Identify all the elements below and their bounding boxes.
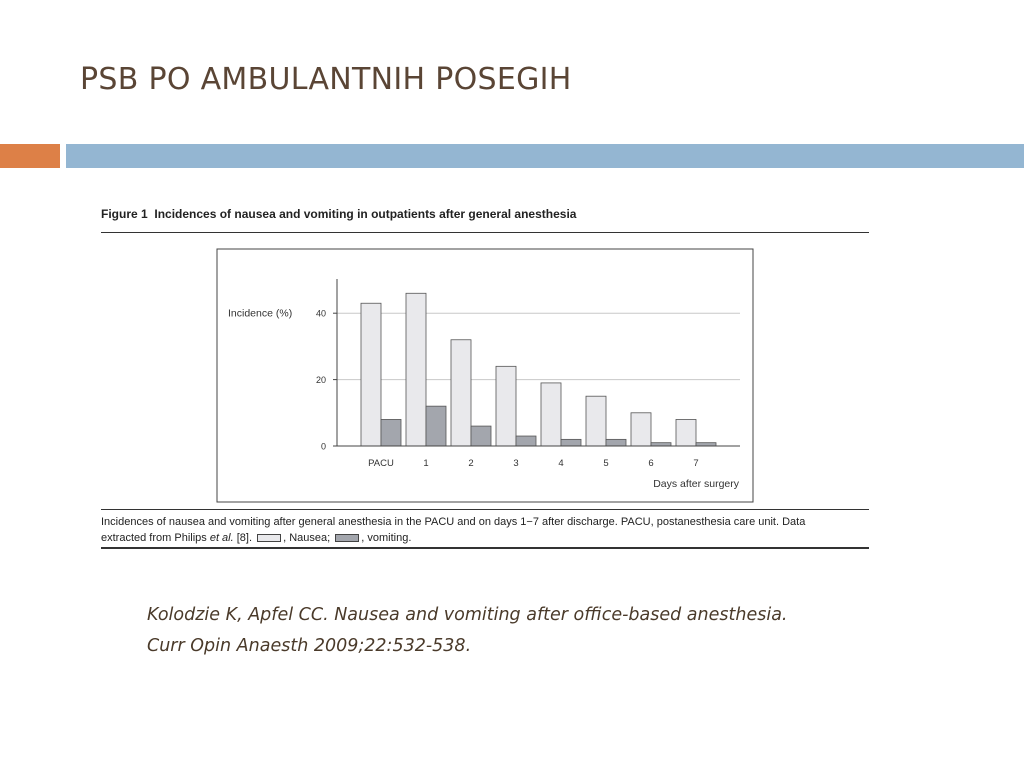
- bar-nausea-pacu: [361, 303, 381, 446]
- y-tick-label-20: 20: [315, 375, 326, 386]
- bar-vomiting-1: [426, 406, 446, 446]
- bar-nausea-1: [406, 293, 426, 446]
- bar-vomiting-5: [606, 439, 626, 446]
- bar-vomiting-2: [471, 426, 491, 446]
- caption-etal: et al.: [209, 532, 234, 544]
- x-tick-label-2: 2: [468, 458, 474, 469]
- bar-nausea-3: [496, 366, 516, 446]
- x-axis-label: Days after surgery: [653, 478, 739, 490]
- x-tick-label-pacu: PACU: [368, 458, 394, 469]
- figure-caption: [101, 514, 876, 546]
- bar-vomiting-3: [516, 436, 536, 446]
- caption-source: extracted from Philips: [101, 532, 210, 544]
- y-tick-label-40: 40: [315, 308, 326, 319]
- x-tick-label-5: 5: [603, 458, 609, 469]
- x-tick-label-6: 6: [648, 458, 654, 469]
- bar-nausea-7: [676, 419, 696, 446]
- citation-line-2: Curr Opin Anaesth 2009;22:532-538.: [147, 636, 472, 656]
- caption-line-1: Incidences of nausea and vomiting after general anesthesia in the PACU and on days 1−7 after discharge. PACU, postanesthesia care unit. Data: [101, 516, 806, 528]
- legend-label-vomiting: , vomiting.: [361, 532, 412, 544]
- legend-swatch-vomiting: [335, 534, 359, 542]
- caption-line-2: [101, 530, 876, 546]
- x-tick-label-3: 3: [513, 458, 519, 469]
- chart-frame: [217, 249, 753, 502]
- x-tick-label-4: 4: [558, 458, 564, 469]
- citation: [147, 600, 787, 662]
- legend-label-nausea: , Nausea;: [283, 532, 331, 544]
- figure-mid-rule: [101, 509, 869, 510]
- figure-bottom-rule: [101, 547, 869, 549]
- slide-title: PSB PO AMBULANTNIH POSEGIH: [80, 62, 572, 97]
- bar-nausea-2: [451, 340, 471, 446]
- y-axis-label: Incidence (%): [228, 307, 293, 320]
- bar-nausea-6: [631, 413, 651, 446]
- y-tick-label-0: 0: [320, 441, 326, 452]
- citation-line-1: Kolodzie K, Apfel CC. Nausea and vomiting after office-based anesthesia.: [147, 605, 788, 625]
- legend-swatch-nausea: [257, 534, 281, 542]
- x-tick-label-7: 7: [693, 458, 699, 469]
- x-tick-label-1: 1: [423, 458, 429, 469]
- bar-nausea-4: [541, 383, 561, 446]
- caption-ref: [8].: [233, 532, 253, 544]
- bar-vomiting-pacu: [381, 419, 401, 446]
- figure-title-text: Incidences of nausea and vomiting in outpatients after general anesthesia: [154, 207, 577, 221]
- figure-label: Figure 1: [101, 207, 148, 221]
- bar-vomiting-4: [561, 439, 581, 446]
- bar-nausea-5: [586, 396, 606, 446]
